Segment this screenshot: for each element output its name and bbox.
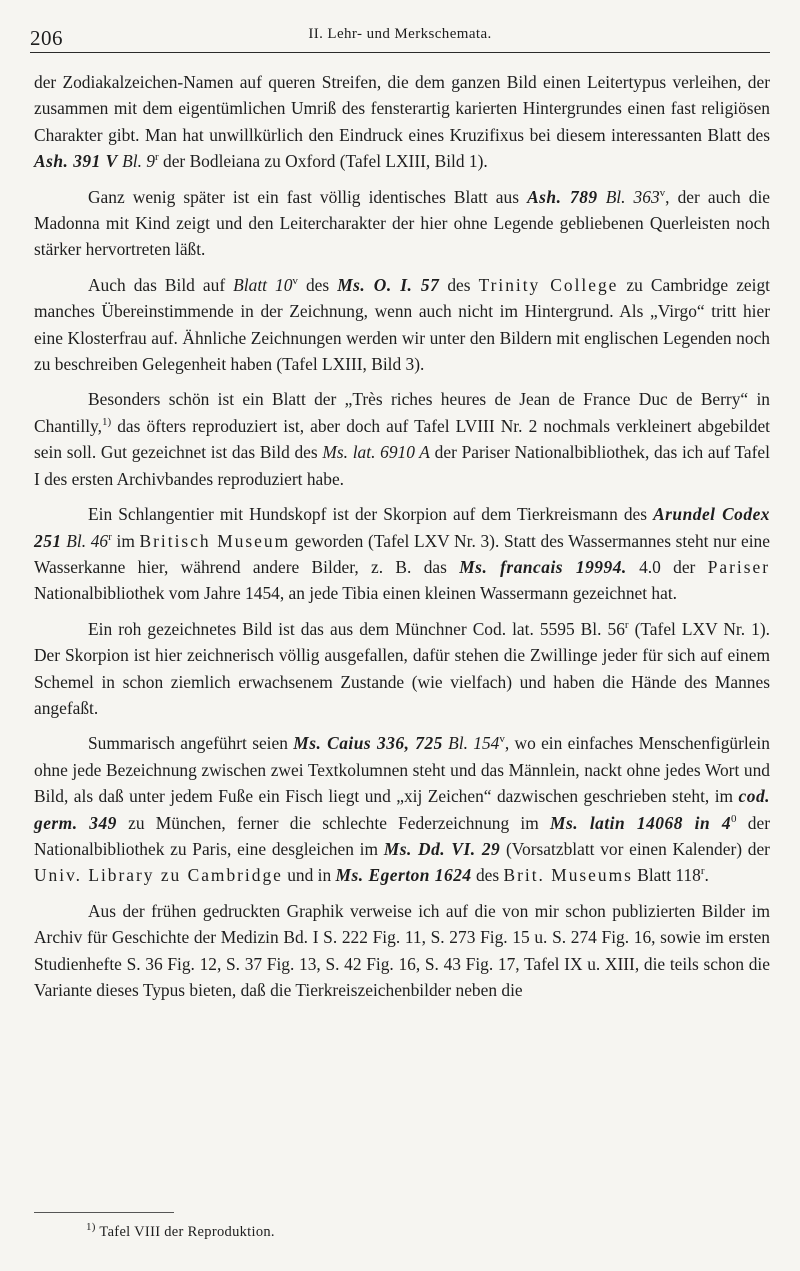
text-run: (Vorsatzblatt vor einen Kalender) der [500, 838, 770, 859]
spaced-name: Brit. Museums [503, 865, 633, 886]
superscript: r [108, 530, 112, 543]
running-head: II. Lehr- und Merkschemata. [308, 26, 492, 42]
text-run: im [111, 530, 140, 551]
text-run: und in [282, 865, 336, 886]
page-header [30, 22, 770, 53]
spaced-name: Pariser [707, 556, 770, 577]
superscript: v [292, 275, 298, 288]
footnote-text: Tafel VIII der Reproduktion. [95, 1224, 275, 1240]
paragraph [34, 501, 770, 607]
text-run: der Pariser Nationalbibliothek, das ich auf Tafel I des ersten Archivbandes reproduziert habe. [34, 442, 770, 489]
footnote-divider [34, 1212, 174, 1213]
text-run: Ein Schlangentier mit Hundskopf ist der Skorpion auf dem Tierkreismann des [88, 504, 654, 525]
manuscript-reference: Ms. Caius 336, 725 [293, 733, 443, 754]
italic-reference: Bl. 154 [448, 733, 500, 754]
body-text [34, 69, 770, 1012]
manuscript-reference: Ash. 789 [527, 186, 598, 207]
italic-reference: Bl. 9 [122, 151, 155, 172]
paragraph [34, 69, 770, 175]
text-run: des [439, 274, 479, 295]
superscript: r [624, 618, 629, 631]
spaced-name: Trinity College [478, 274, 619, 295]
superscript: r [155, 151, 159, 164]
superscript: v [499, 733, 505, 746]
paragraph [34, 272, 770, 378]
text-run: Besonders schön ist ein Blatt der „Très riches heures de Jean de France Duc de Berry“ in Chantilly, [34, 389, 770, 436]
text-run: der Bodleiana zu Oxford (Tafel LXIII, Bild 1). [158, 151, 488, 172]
text-run: zu Cambridge zeigt manches Übereinstimmende in der Zeichnung, wenn auch nicht im Hintergrund. Als „Virgo“ tritt hier eine Klosterfrau auf. Ähnliche Zeichnungen werden wir unter den Bildern mit englischen Legenden noch zu beschreiben Gelegenheit haben (Tafel LXIII, Bild 3). [34, 274, 770, 375]
paragraph [34, 184, 770, 263]
spaced-name: Britisch Museum [139, 530, 291, 551]
italic-reference: Ms. lat. 6910 A [322, 442, 430, 463]
italic-reference: Bl. 46 [66, 530, 109, 551]
text-run: Nationalbibliothek vom Jahre 1454, an jede Tibia einen kleinen Wassermann gezeichnet hat. [34, 583, 678, 604]
text-run: Ein roh gezeichnetes Bild ist das aus dem Münchner Cod. lat. 5595 Bl. 56 [88, 618, 625, 639]
text-run: . [704, 865, 709, 886]
superscript: r [700, 865, 705, 878]
text-run: der Nationalbibliothek zu Paris, eine desgleichen im [34, 812, 770, 859]
manuscript-reference: Arundel Codex 251 [34, 504, 770, 551]
text-run: geworden (Tafel LXV Nr. 3). Statt des Wassermannes steht nur eine Wasserkanne hier, während andere Bilder, z. B. das [34, 530, 770, 577]
spaced-name: Univ. Library zu Cambridge [34, 865, 283, 886]
paragraph [34, 616, 770, 722]
manuscript-reference: Ms. Dd. VI. 29 [383, 838, 501, 859]
text-run: Aus der frühen gedruckten Graphik verweise ich auf die von mir schon publizierten Bilder im Archiv für Geschichte der Medizin Bd. I S. 222 Fig. 11, S. 273 Fig. 15 u. S. 274 Fig. 16, sowie im ersten Studienhefte S. 36 Fig. 12, S. 37 Fig. 13, S. 42 Fig. 16, S. 43 Fig. 17, Tafel IX u. XIII, die teils schon die Variante dieses Typus bieten, daß die Tierkreiszeichenbilder neben die [34, 900, 770, 1000]
manuscript-reference: Ash. 391 V [34, 151, 118, 172]
manuscript-reference: Ms. francais 19994. [459, 556, 627, 577]
text-run: der Zodiakalzeichen-Namen auf queren Streifen, die dem ganzen Bild einen Leitertypus verleihen, der zusammen mit dem eigentümlichen Umriß des fensterartig karierten Hintergrundes einen fast religiösen Charakter gibt. Man hat unwillkürlich den Eindruck eines Kruzifixus bei diesem interessanten Blatt des [34, 72, 770, 145]
italic-reference: Blatt 10 [233, 274, 293, 295]
text-run: Summarisch angeführt seien [88, 733, 294, 754]
text-run [598, 187, 606, 207]
manuscript-reference: Ms. latin 14068 in 4 [550, 812, 732, 833]
text-run: Auch das Bild auf [88, 274, 234, 295]
italic-reference: Bl. 363 [605, 186, 660, 207]
text-run: des [297, 274, 338, 295]
superscript: 1) [101, 416, 112, 429]
page-number: 206 [30, 26, 63, 50]
superscript: 0 [731, 812, 737, 825]
text-run: zu München, ferner die schlechte Federzeichnung im [116, 812, 551, 833]
text-run: 4.0 der [626, 556, 708, 577]
superscript: v [659, 186, 666, 199]
text-run: Ganz wenig später ist ein fast völlig identisches Blatt aus [88, 186, 528, 207]
text-run: (Tafel LXV Nr. 1). Der Skorpion ist hier zeichnerisch völlig ausgefallen, dafür stehen die Zwillinge jeder für sich auf einem Schemel in schon ziemlich erwachsenem Zustande (wie vielfach) und haben die Hände des Mannes angefaßt. [34, 618, 770, 718]
manuscript-reference: Ms. O. I. 57 [337, 274, 440, 295]
footnote-mark: 1) [86, 1221, 96, 1234]
text-run: , wo ein einfaches Menschenfigürlein ohne jede Bezeichnung zwischen zwei Textkolumnen steht und das Männlein, nackt ohne jedes Wort und Bild, als daß unter jedem Fuße ein Fisch liegt und „xij Zeichen“ dazwischen geschrieben steht, im [34, 733, 770, 807]
paragraph [34, 898, 770, 1004]
text-run: Blatt 118 [632, 865, 701, 886]
footnote [86, 1221, 275, 1241]
manuscript-reference: Ms. Egerton 1624 [335, 865, 472, 886]
paragraph [34, 386, 770, 492]
manuscript-reference: cod. germ. 349 [34, 786, 770, 833]
text-run: , der auch die Madonna mit Kind zeigt und den Leitercharakter der hier ohne Legende gebliebenen Querleisten noch stärker hervortreten läßt. [34, 186, 770, 260]
text-run: des [471, 865, 504, 886]
text-run: das öfters reproduziert ist, aber doch auf Tafel LVIII Nr. 2 nochmals verkleinert abgebildet sein soll. Gut gezeichnet ist das Bild des [34, 415, 770, 463]
paragraph [34, 730, 770, 888]
